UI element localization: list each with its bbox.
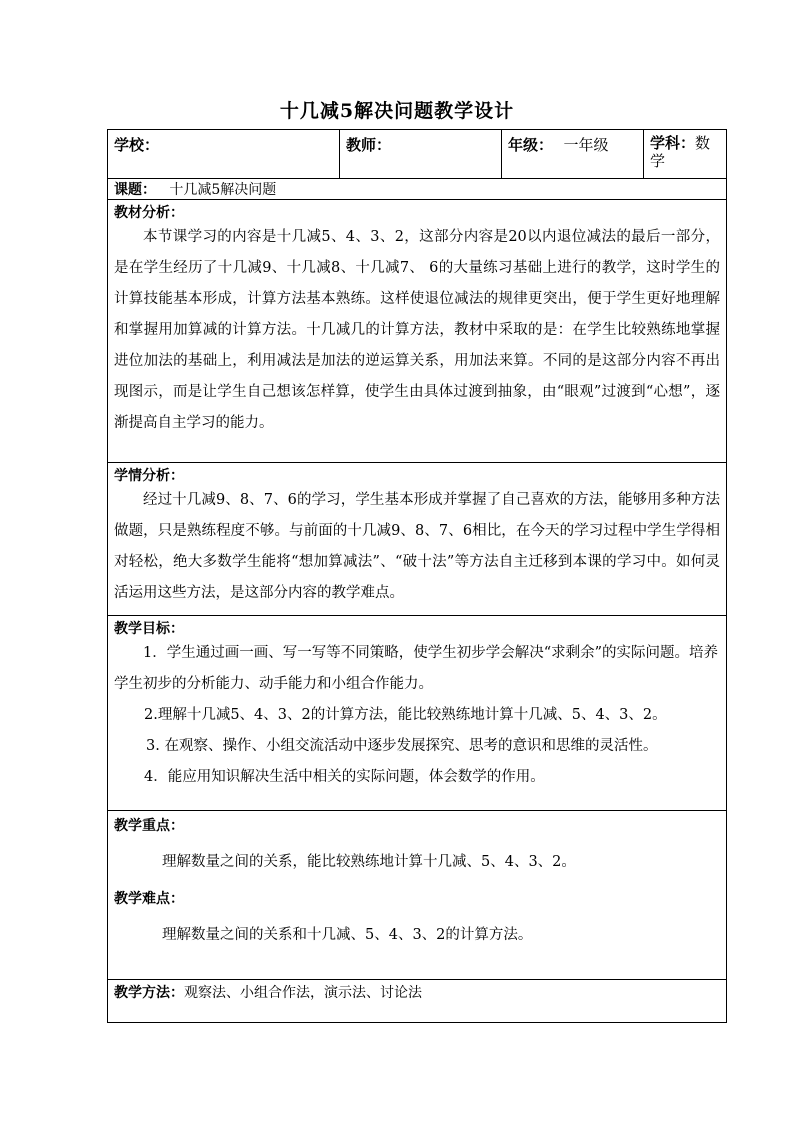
textbook-text: 本节课学习的内容是十几减5、4、3、2，这部分内容是20以内退位减法的最后一部分，是在学生经历了十几减9、十几减8、十几减7、 6的大量练习基础上进行的教学，这时学生的计算技能基本形成，计算方法基本熟练。这样使退位减法的规律更突出，便于学生更好地理解和掌握用加算减的计算方法。十几减几的计算方法，教材中采取的是：在学生比较熟练地掌握进位加法的基础上，利用减法是加法的逆运算关系，用加法来算。不同的是这部分内容不再出现图示，而是让学生自己想该怎样算，使学生由具体过渡到抽象，由“眼观”过渡到“心想”，逐渐提高自主学习的能力。 (114, 229, 720, 431)
lesson-row (108, 179, 727, 200)
teacher-cell[interactable] (340, 130, 502, 179)
subject-cell[interactable] (644, 130, 727, 179)
goal-item-4: 4．能应用知识解决生活中相关的实际问题，体会数学的作用。 (144, 769, 545, 785)
methods-label: 教学方法： (114, 985, 184, 1001)
lesson-cell[interactable] (108, 179, 727, 200)
goal-item-3: 3. 在观察、操作、小组交流活动中逐步发展探究、思考的意识和思维的灵活性。 (146, 738, 658, 754)
textbook-row (108, 200, 727, 463)
grade-value: 一年级 (563, 136, 609, 154)
lesson-value: 十几减5解决问题 (169, 182, 277, 198)
school-label: 学校： (114, 136, 160, 154)
methods-cell[interactable] (108, 980, 727, 1023)
key-difficulty-cell[interactable] (108, 811, 727, 980)
school-cell[interactable] (108, 130, 340, 179)
learner-cell[interactable] (108, 463, 727, 616)
key-difficulty-row (108, 811, 727, 980)
lesson-plan-table (107, 129, 727, 1023)
goal-item-1: 1．学生通过画一画、写一写等不同策略，使学生初步学会解决“求剩余”的实际问题。培养学生初步的分析能力、动手能力和小组合作能力。 (114, 645, 719, 692)
document-title: 十几减5解决问题教学设计 (279, 100, 515, 122)
textbook-cell[interactable] (108, 200, 727, 463)
learner-text: 经过十几减9、8、7、6的学习，学生基本形成并掌握了自己喜欢的方法，能够用多种方法做题，只是熟练程度不够。与前面的十几减9、8、7、6相比，在今天的学习过程中学生学得相对轻松，绝大多数学生能将“想加算减法”、“破十法”等方法自主迁移到本课的学习中。如何灵活运用这些方法，是这部分内容的教学难点。 (114, 492, 720, 601)
textbook-heading: 教材分析： (114, 205, 184, 221)
difficulties-heading: 教学难点： (114, 891, 184, 907)
lesson-label: 课题： (114, 182, 156, 198)
grade-cell[interactable] (502, 130, 644, 179)
methods-row (108, 980, 727, 1023)
goals-row (108, 616, 727, 811)
key-points-heading: 教学重点： (114, 818, 184, 834)
goals-cell[interactable] (108, 616, 727, 811)
goal-item-2: 2.理解十几减5、4、3、2的计算方法，能比较熟练地计算十几减、5、4、3、2。 (144, 707, 667, 723)
goals-heading: 教学目标： (114, 621, 184, 637)
key-points-text: 理解数量之间的关系，能比较熟练地计算十几减、5、4、3、2。 (162, 854, 576, 870)
subject-label: 学科： (650, 134, 696, 152)
difficulties-text: 理解数量之间的关系和十几减、5、4、3、2的计算方法。 (162, 927, 533, 943)
grade-label: 年级： (508, 136, 554, 154)
learner-heading: 学情分析： (114, 468, 184, 484)
teacher-label: 教师： (346, 136, 392, 154)
header-row (108, 130, 727, 179)
subject-value: 数学 (650, 134, 711, 170)
learner-row (108, 463, 727, 616)
methods-value: 观察法、小组合作法，演示法、讨论法 (184, 985, 422, 1001)
